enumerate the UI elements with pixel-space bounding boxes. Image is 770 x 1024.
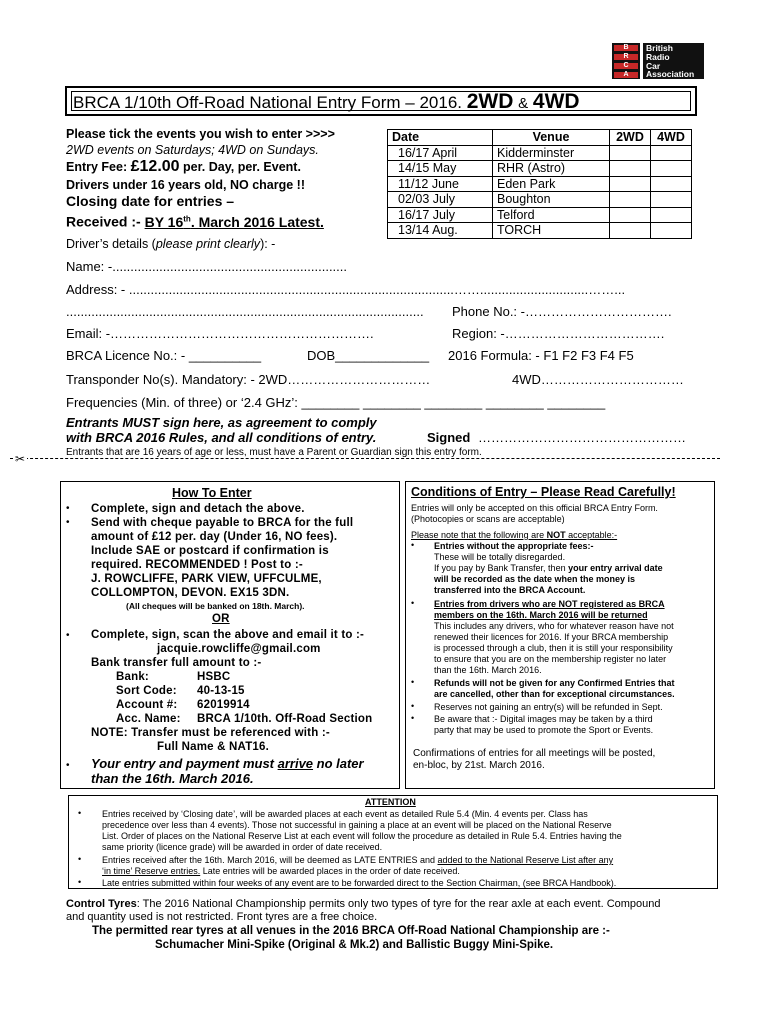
tick-box-4wd[interactable] [651,192,692,208]
tick-box-2wd[interactable] [610,161,651,177]
dob-field[interactable]: DOB_____________ [307,348,430,363]
attention-title: ATTENTION [365,797,416,807]
title-box [65,86,697,116]
tick-box-2wd[interactable] [610,192,651,208]
permitted-tyres-1: The permitted rear tyres at all venues in the 2016 BRCA Off-Road National Championship are :- [92,925,610,937]
region-field[interactable]: Region: -………………………………. [452,326,665,341]
cut-line [10,458,720,459]
table-row: 16/17 July Telford [388,207,692,223]
bullet-icon: • [411,598,415,608]
page-title: BRCA 1/10th Off-Road National Entry Form – 2016. 2WD & 4WD [73,90,580,113]
sign-agreement-1: Entrants MUST sign here, as agreement to comply [66,415,377,430]
phone-field[interactable]: Phone No.: -……………………………. [452,304,672,319]
scissors-icon: ✂ [15,452,26,466]
bullet-icon: • [66,517,70,528]
drivers-details-label: Driver’s details (please print clearly): - [66,237,276,251]
tick-box-4wd[interactable] [651,176,692,192]
sign-agreement-2: with BRCA 2016 Rules, and all conditions of entry. [66,430,377,445]
table-row: 02/03 July Boughton [388,192,692,208]
events-table [387,129,692,239]
tick-box-4wd[interactable] [651,207,692,223]
signature-field[interactable]: ………………………………………… [478,430,686,445]
schedule-note: 2WD events on Saturdays; 4WD on Sundays. [66,143,319,157]
under16-note: Drivers under 16 years old, NO charge !! [66,178,305,192]
bullet-icon: • [411,677,415,687]
table-row: 13/14 Aug. TORCH [388,223,692,239]
transponder-4wd-field[interactable]: 4WD…………………………… [512,372,684,387]
address-line2-field[interactable]: ................................................................................................... [66,304,424,319]
tick-box-4wd[interactable] [651,161,692,177]
parent-note: Entrants that are 16 years of age or less, must have a Parent or Guardian sign this entry form. [66,447,482,458]
tick-box-2wd[interactable] [610,176,651,192]
signed-label: Signed [427,430,471,445]
table-row: 16/17 April Kidderminster [388,145,692,161]
formula-field[interactable]: 2016 Formula: - F1 F2 F3 F4 F5 [448,348,634,363]
name-field[interactable]: Name: -................................................................. [66,259,347,274]
table-row: 11/12 June Eden Park [388,176,692,192]
permitted-tyres-2: Schumacher Mini-Spike (Original & Mk.2) and Ballistic Buggy Mini-Spike. [155,939,554,951]
bullet-icon: • [66,503,70,514]
bullet-icon: • [78,877,82,887]
bullet-icon: • [411,713,415,723]
tick-box-4wd[interactable] [651,223,692,239]
bullet-icon: • [78,854,82,864]
licence-field[interactable]: BRCA Licence No.: - __________ [66,348,262,363]
bullet-icon: • [411,540,415,550]
how-to-enter-title: How To Enter [172,486,252,500]
frequencies-field[interactable]: Frequencies (Min. of three) or ‘2.4 GHz’: ________ ________ ________ ________ ________ [66,395,606,410]
tick-box-2wd[interactable] [610,207,651,223]
tick-box-4wd[interactable] [651,145,692,161]
tick-instruction: Please tick the events you wish to enter >>>> [66,127,335,141]
transponder-2wd-field[interactable]: Transponder No(s). Mandatory: - 2WD…………………………… [66,372,431,387]
control-tyres: Control Tyres: The 2016 National Championship permits only two types of tyre for the rear axle at each event. Compound [66,898,661,910]
received-by: Received :- BY 16th. March 2016 Latest. [66,213,324,230]
bullet-icon: • [66,630,70,641]
events-table-header: Date Venue 2WD 4WD [388,130,692,146]
address-field[interactable]: Address: - ..........................................................................................……..............................……... [66,282,626,297]
email-address[interactable]: jacquie.rowcliffe@gmail.com [157,643,321,655]
logo-text: British Radio Car Association [643,43,704,79]
email-field[interactable]: Email: -……………………………………………………. [66,326,374,341]
tick-box-2wd[interactable] [610,145,651,161]
brca-badge-icon: B R C A [612,43,640,79]
bullet-icon: • [411,701,415,711]
entry-fee: Entry Fee: £12.00 per. Day, per. Event. [66,158,301,175]
closing-date: Closing date for entries – [66,193,235,209]
conditions-title: Conditions of Entry – Please Read Carefully! [411,485,676,499]
table-row: 14/15 May RHR (Astro) [388,161,692,177]
bullet-icon: • [78,808,82,818]
brca-logo [612,43,704,79]
bullet-icon: • [66,760,70,771]
tick-box-2wd[interactable] [610,223,651,239]
